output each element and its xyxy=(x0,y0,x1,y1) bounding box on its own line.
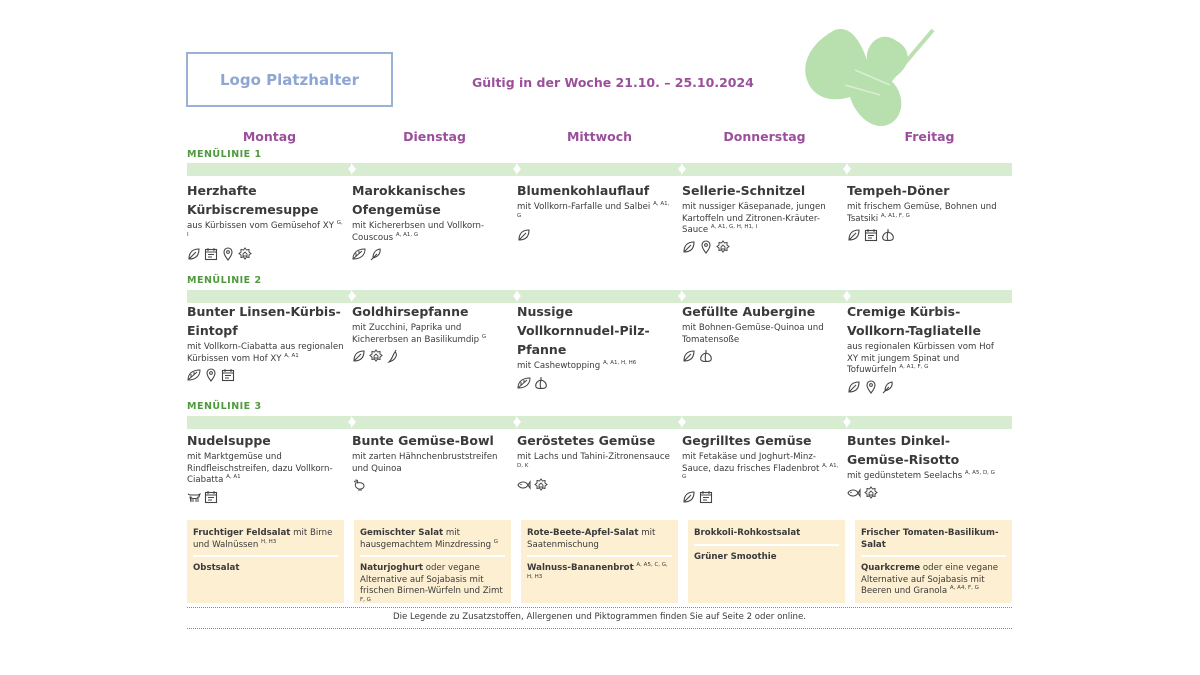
dish-description-text: mit Fetakäse und Joghurt-Minz-Sauce, dazu frisches Fladenbrot xyxy=(682,452,820,474)
allergen-codes: A, A1, F, G xyxy=(880,212,910,219)
dish-description-text: mit Cashewtopping xyxy=(517,361,601,371)
allergen-codes: A, A1, G xyxy=(517,201,670,219)
menu-item xyxy=(517,302,682,394)
location-pin-icon xyxy=(699,240,713,254)
side-divider xyxy=(694,544,839,546)
side-dish-entry xyxy=(360,563,505,609)
dish-title: Geröstetes Gemüse xyxy=(517,433,656,448)
side-divider xyxy=(861,555,1006,557)
day-monday: Montag xyxy=(242,129,297,144)
menu-line-2-row xyxy=(187,302,1012,394)
chili-icon xyxy=(386,349,400,363)
side-dish-description: oder vegane Alternative auf Sojabasis mit frischen Birnen-Würfeln und Zimt xyxy=(360,563,503,596)
dish-description-text: mit Lachs und Tahini-Zitronensauce xyxy=(517,452,670,462)
dish-description xyxy=(847,342,1004,377)
allergen-codes: A, A4, F, G xyxy=(949,585,979,592)
menu-line-1-band xyxy=(187,163,1012,176)
garlic-icon xyxy=(881,228,895,242)
menu-item xyxy=(682,302,847,394)
dish-description-text: mit gedünstetem Seelachs xyxy=(847,471,963,481)
menu-item xyxy=(517,181,682,261)
side-dish-name: Brokkoli-Rohkostsalat xyxy=(694,528,801,538)
side-dish-description: mit hausgemachtem Minzdressing xyxy=(360,528,492,550)
leaf-outline-icon xyxy=(517,376,531,390)
side-divider xyxy=(360,555,505,557)
dish-description-text: mit frischem Gemüse, Bohnen und Tsatsiki xyxy=(847,202,997,224)
dish-description-text: mit Marktgemüse und Rindfleischstreifen, dazu Vollkorn-Ciabatta xyxy=(187,452,333,485)
weekday-header xyxy=(187,129,1012,144)
side-dish-entry xyxy=(527,528,672,551)
footer-divider-top xyxy=(187,607,1012,608)
dish-description-text: mit zarten Hähnchenbruststreifen und Quinoa xyxy=(352,452,498,474)
allergen-codes: G, I xyxy=(187,220,343,238)
allergen-codes: A, A1, G xyxy=(395,231,419,238)
leaf-icon xyxy=(187,247,201,261)
allergen-codes: A, A1, G, H, H1, I xyxy=(710,224,758,231)
side-dish-entry xyxy=(360,528,505,551)
dish-description-text: mit nussiger Käsepanade, jungen Kartoffeln und Zitronen-Kräuter-Sauce xyxy=(682,202,826,235)
pictogram-row xyxy=(847,228,1004,242)
allergen-codes: F, G xyxy=(360,596,371,603)
side-dish-box xyxy=(521,520,678,603)
footer-divider-bottom xyxy=(187,628,1012,629)
dish-description xyxy=(847,471,1004,483)
side-dish-name: Obstsalat xyxy=(193,563,240,573)
dish-description-text: mit Vollkorn-Ciabatta aus regionalen Kürbissen vom Hof XY xyxy=(187,342,344,364)
pictogram-row xyxy=(682,490,839,504)
day-wednesday: Mittwoch xyxy=(566,129,633,144)
leaf-icon xyxy=(682,349,696,363)
dish-description xyxy=(682,202,839,237)
menu-item xyxy=(847,181,1012,261)
side-dish-box xyxy=(688,520,845,603)
dish-title: Gefüllte Aubergine xyxy=(682,304,816,319)
pictogram-row xyxy=(517,478,674,492)
leaf-icon xyxy=(352,349,366,363)
side-dish-name: Quarkcreme xyxy=(861,563,921,573)
side-dish-box xyxy=(187,520,344,603)
allergen-codes: A, A1, F, G xyxy=(899,364,929,371)
pictogram-row xyxy=(187,490,344,504)
pictogram-row xyxy=(352,247,509,261)
dish-description-text: mit Vollkorn-Farfalle und Salbei xyxy=(517,202,651,212)
logo-placeholder: Logo Platzhalter xyxy=(186,52,393,107)
side-dish-box xyxy=(855,520,1012,603)
day-friday: Freitag xyxy=(904,129,955,144)
side-dish-name: Frischer Tomaten-Basilikum-Salat xyxy=(861,528,999,550)
dish-title: Goldhirsepfanne xyxy=(352,304,469,319)
leaf-icon xyxy=(847,380,861,394)
dish-description-text: aus regionalen Kürbissen vom Hof XY mit jungem Spinat und Tofuwürfeln xyxy=(847,342,994,375)
pictogram-row xyxy=(682,240,839,254)
dish-title: Bunter Linsen-Kürbis-Eintopf xyxy=(187,304,341,338)
side-dish-name: Rote-Beete-Apfel-Salat xyxy=(527,528,639,538)
dish-description xyxy=(682,452,839,487)
dish-description xyxy=(517,452,674,475)
dish-description-text: aus Kürbissen vom Gemüsehof XY xyxy=(187,221,334,231)
calendar-icon xyxy=(699,490,713,504)
allergen-codes: A, A5, D, G xyxy=(964,470,995,477)
menu-line-3-band xyxy=(187,416,1012,429)
location-pin-icon xyxy=(864,380,878,394)
menu-line-1-row xyxy=(187,181,1012,261)
side-dish-name: Fruchtiger Feldsalat xyxy=(193,528,291,538)
feather-icon xyxy=(369,247,383,261)
feather-icon xyxy=(881,380,895,394)
allergen-codes: A, A1 xyxy=(284,352,299,359)
validity-text: Gültig in der Woche 21.10. – 25.10.2024 xyxy=(472,75,754,90)
day-thursday: Donnerstag xyxy=(723,129,806,144)
dish-title: Nudelsuppe xyxy=(187,433,271,448)
calendar-icon xyxy=(864,228,878,242)
menu-item xyxy=(352,431,517,504)
cow-icon xyxy=(187,490,201,504)
fish-icon xyxy=(517,478,531,492)
parsley-leaf-illustration xyxy=(795,25,945,135)
side-dish-entry xyxy=(694,528,839,540)
leaf-icon xyxy=(682,240,696,254)
menu-item xyxy=(517,431,682,504)
menu-item xyxy=(187,302,352,394)
allergen-codes: A, A1, H, H6 xyxy=(602,360,637,367)
side-dish-name: Naturjoghurt xyxy=(360,563,424,573)
side-dish-entry xyxy=(527,563,672,586)
dish-description xyxy=(682,323,839,346)
garlic-icon xyxy=(699,349,713,363)
chicken-icon xyxy=(352,478,366,492)
dish-title: Nussige Vollkornnudel-Pilz-Pfanne xyxy=(517,304,650,357)
dish-description xyxy=(517,361,674,373)
fish-icon xyxy=(847,486,861,500)
leaf-icon xyxy=(517,228,531,242)
menu-line-3-row xyxy=(187,431,1012,504)
menu-item xyxy=(682,431,847,504)
menu-item xyxy=(847,431,1012,504)
side-divider xyxy=(527,555,672,557)
pictogram-row xyxy=(847,486,1004,500)
dish-description xyxy=(187,452,344,487)
allergen-codes: A, A1, G xyxy=(682,462,839,481)
pictogram-row xyxy=(352,478,509,492)
footer-legend-note: Die Legende zu Zusatzstoffen, Allergenen und Piktogrammen finden Sie auf Seite 2 oder online. xyxy=(392,612,807,622)
dish-title: Sellerie-Schnitzel xyxy=(682,183,806,198)
side-dish-box xyxy=(354,520,511,603)
dish-description xyxy=(352,452,509,475)
dish-title: Bunte Gemüse-Bowl xyxy=(352,433,494,448)
dish-title: Gegrilltes Gemüse xyxy=(682,433,812,448)
side-dish-description: mit Birne und Walnüssen xyxy=(193,528,333,550)
menu-item xyxy=(847,302,1012,394)
menu-line-3-label: MENÜLINIE 3 xyxy=(187,401,262,412)
side-dish-entry xyxy=(193,528,338,551)
side-dish-entry xyxy=(861,563,1006,598)
dish-description xyxy=(187,221,344,244)
leaf-icon xyxy=(847,228,861,242)
pictogram-row xyxy=(847,380,1004,394)
allergen-codes: H, H3 xyxy=(261,538,277,545)
pictogram-row xyxy=(517,228,674,242)
dish-title: Herzhafte Kürbiscremesuppe xyxy=(187,183,319,217)
menu-line-1-label: MENÜLINIE 1 xyxy=(187,149,262,160)
side-dish-description: oder eine vegane Alternative auf Sojabasis mit Beeren und Granola xyxy=(861,563,999,596)
menu-item xyxy=(352,181,517,261)
menu-item xyxy=(187,181,352,261)
menu-line-2-label: MENÜLINIE 2 xyxy=(187,275,262,286)
dish-description-text: mit Bohnen-Gemüse-Quinoa und Tomatensoße xyxy=(682,323,824,345)
dish-description xyxy=(352,221,509,244)
allergen-codes: A, A5, C, G, H, H3 xyxy=(527,562,668,580)
side-dish-entry xyxy=(193,563,338,575)
pictogram-row xyxy=(187,368,344,382)
pictogram-row xyxy=(517,376,674,390)
allergen-codes: D, K xyxy=(517,462,529,469)
leaf-outline-icon xyxy=(187,368,201,382)
allergen-codes: G xyxy=(481,333,487,340)
dish-description xyxy=(517,202,674,225)
calendar-icon xyxy=(204,247,218,261)
dish-description-text: mit Kichererbsen und Vollkorn-Couscous xyxy=(352,221,485,243)
award-badge-icon xyxy=(716,240,730,254)
award-badge-icon xyxy=(534,478,548,492)
location-pin-icon xyxy=(221,247,235,261)
award-badge-icon xyxy=(369,349,383,363)
day-tuesday: Dienstag xyxy=(403,129,466,144)
dish-description xyxy=(352,323,509,346)
calendar-icon xyxy=(221,368,235,382)
dish-description xyxy=(187,342,344,365)
award-badge-icon xyxy=(238,247,252,261)
side-dishes-row xyxy=(187,520,1012,603)
dish-description-text: mit Zucchini, Paprika und Kichererbsen an Basilikumdip xyxy=(352,323,480,345)
dish-title: Cremige Kürbis-Vollkorn-Tagliatelle xyxy=(847,304,981,338)
dish-title: Blumenkohlauflauf xyxy=(517,183,650,198)
side-divider xyxy=(193,555,338,557)
leaf-icon xyxy=(682,490,696,504)
side-dish-entry xyxy=(861,528,1006,551)
calendar-icon xyxy=(204,490,218,504)
side-dish-description: mit Saatenmischung xyxy=(527,528,656,550)
side-dish-entry xyxy=(694,552,839,564)
dish-title: Tempeh-Döner xyxy=(847,183,950,198)
pictogram-row xyxy=(187,247,344,261)
allergen-codes: G xyxy=(493,538,499,545)
dish-title: Marokkanisches Ofengemüse xyxy=(352,183,466,217)
award-badge-icon xyxy=(864,486,878,500)
garlic-icon xyxy=(534,376,548,390)
location-pin-icon xyxy=(204,368,218,382)
menu-item xyxy=(187,431,352,504)
leaf-outline-icon xyxy=(352,247,366,261)
side-dish-name: Gemischter Salat xyxy=(360,528,444,538)
side-dish-name: Grüner Smoothie xyxy=(694,551,777,562)
menu-item xyxy=(352,302,517,394)
dish-title: Buntes Dinkel-Gemüse-Risotto xyxy=(847,433,960,467)
allergen-codes: A, A1 xyxy=(226,474,241,481)
side-dish-name: Walnuss-Bananenbrot xyxy=(527,563,634,573)
dish-description xyxy=(847,202,1004,225)
menu-item xyxy=(682,181,847,261)
pictogram-row xyxy=(352,349,509,363)
pictogram-row xyxy=(682,349,839,363)
